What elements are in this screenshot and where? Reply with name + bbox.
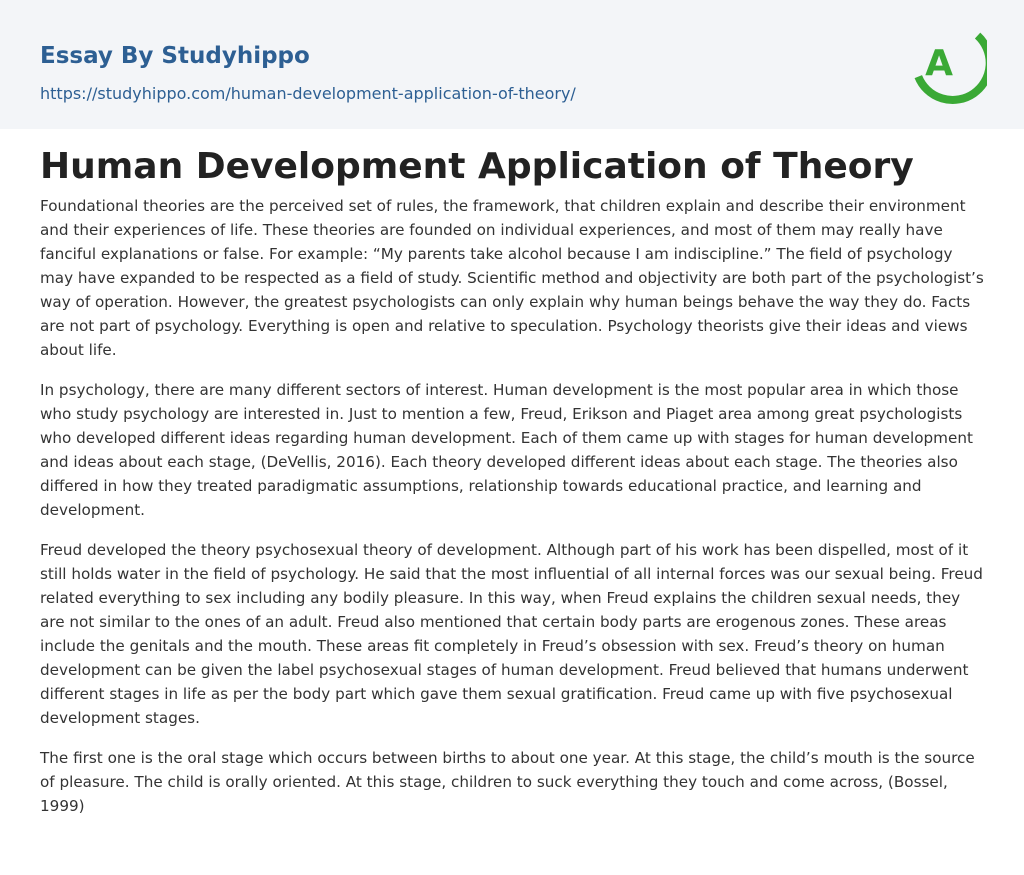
site-header (0, 0, 1024, 129)
essay-paragraph: Foundational theories are the perceived set of rules, the framework, that children explain and describe their environment and their experiences of life. These theories are founded on individual experiences, and most of them may really have fanciful explanations or false. For example: “My parents take alcohol because I am indiscipline.” The field of psychology may have expanded to be respected as a field of study. Scientific method and objectivity are both part of the psychologist’s way of operation. However, the greatest psychologists can only explain why human beings behave the way they do. Facts are not part of psychology. Everything is open and relative to speculation. Psychology theorists give their ideas and views about life. (40, 197, 984, 359)
essay-paragraph: In psychology, there are many different sectors of interest. Human development is the most popular area in which those who study psychology are interested in. Just to mention a few, Freud, Erikson and Piaget area among great psychologists who developed different ideas regarding human development. Each of them came up with stages for human development and ideas about each stage, (DeVellis, 2016). Each theory developed different ideas about each stage. The theories also differed in how they treated paradigmatic assumptions, relationship towards educational practice, and learning and development. (40, 381, 973, 519)
essay-paragraph: Freud developed the theory psychosexual theory of development. Although part of his work has been dispelled, most of it still holds water in the field of psychology. He said that the most influential of all internal forces was our sexual being. Freud related everything to sex including any bodily pleasure. In this way, when Freud explains the children sexual needs, they are not similar to the ones of an adult. Freud also mentioned that certain body parts are erogenous zones. These areas include the genitals and the mouth. These areas fit completely in Freud’s obsession with sex. Freud’s theory on human development can be given the label psychosexual stages of human development. Freud believed that humans underwent different stages in life as per the body part which gave them sexual gratification. Freud came up with five psychosexual development stages. (40, 541, 983, 727)
source-url-link[interactable]: https://studyhippo.com/human-development-application-of-theory/ (40, 84, 576, 103)
studyhippo-logo-icon[interactable] (911, 19, 987, 105)
logo-letter: A (925, 43, 953, 84)
essay-body (40, 194, 986, 834)
essay-title: Human Development Application of Theory (40, 146, 914, 187)
brand-title[interactable]: Essay By Studyhippo (40, 43, 310, 69)
essay-paragraph: The first one is the oral stage which occurs between births to about one year. At this stage, the child’s mouth is the source of pleasure. The child is orally oriented. At this stage, children to suck everything they touch and come across, (Bossel, 1999) (40, 749, 975, 815)
